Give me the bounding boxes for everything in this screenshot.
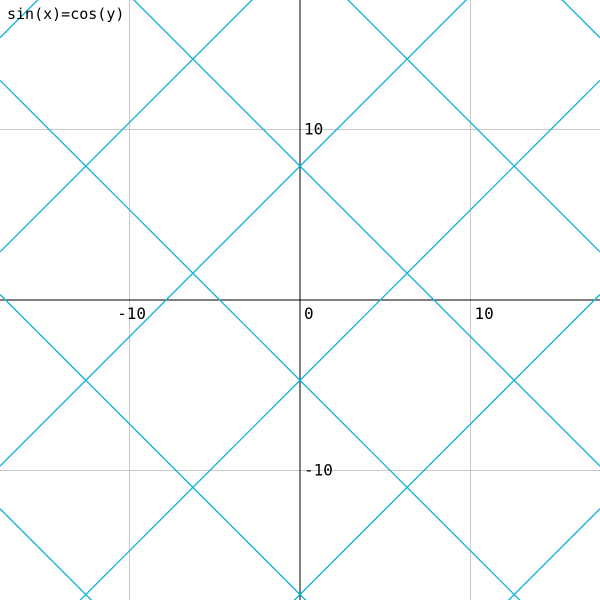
y-tick-label-0: 10	[304, 119, 324, 139]
x-tick-label-1: 0	[304, 304, 314, 323]
x-tick-label-2: 10	[474, 304, 494, 323]
equation-label: sin(x)=cos(y)	[7, 5, 125, 23]
y-tick-label-1: -10	[304, 460, 333, 480]
x-tick-label-0: -10	[117, 304, 146, 323]
